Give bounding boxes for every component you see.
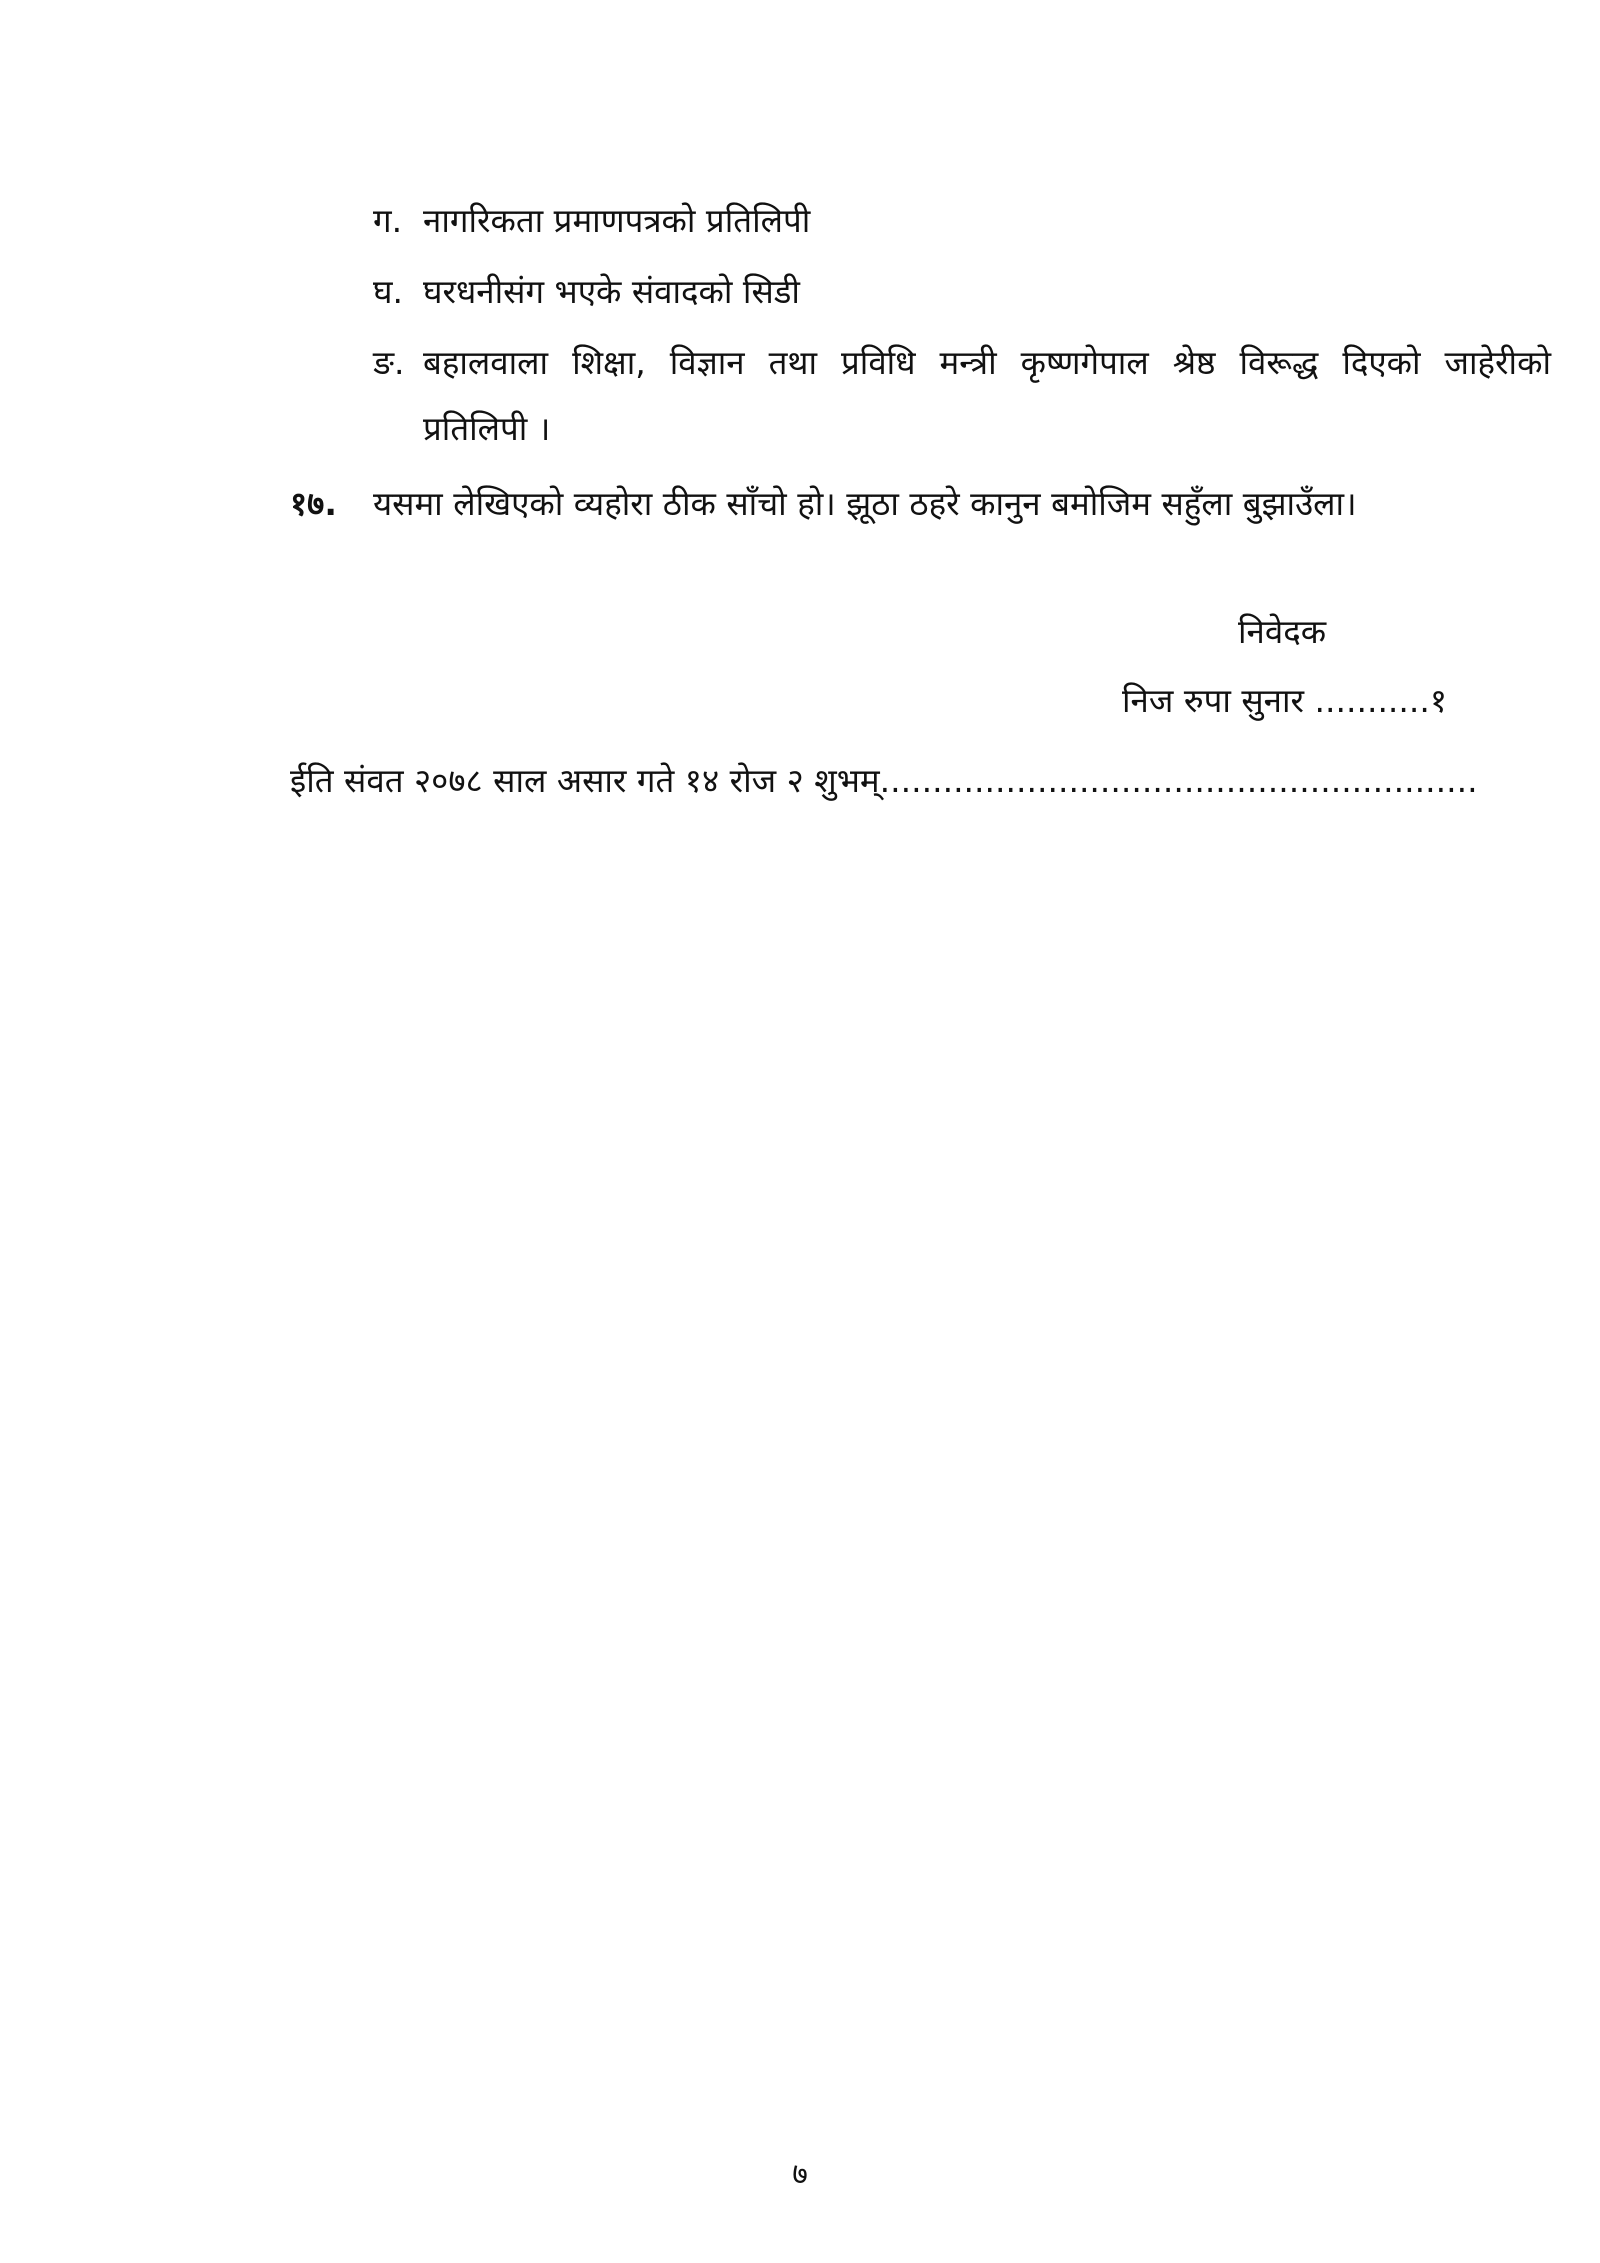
- page-number: ७: [792, 2157, 808, 2192]
- signature-title: निवेदक: [1238, 612, 1327, 651]
- attachment-ga-text: नागरिकता प्रमाणपत्रको प्रतिलिपी: [423, 201, 811, 240]
- attachment-marker-ga: ग.: [373, 201, 403, 240]
- attachment-nga-text-line2: प्रतिलिपी ।: [423, 409, 551, 448]
- signature-name: निज रुपा सुनार ...........१: [1122, 681, 1448, 720]
- attachment-marker-nga: ङ.: [373, 343, 405, 382]
- attachment-gha-text: घरधनीसंग भएके संवादको सिडी: [423, 272, 800, 311]
- attachment-marker-gha: घ.: [373, 272, 403, 311]
- attachment-nga-text-line1: बहालवाला शिक्षा, विज्ञान तथा प्रविधि मन्त्री कृष्णगेपाल श्रेष्ठ विरूद्ध दिएको जाहेरीको: [423, 343, 1551, 382]
- date-line: ईति संवत २०७८ साल असार गते १४ रोज २ शुभम्.........................................................: [290, 761, 1478, 800]
- declaration-text: यसमा लेखिएको व्यहोरा ठीक साँचो हो। झूठा ठहरे कानुन बमोजिम सहुँला बुझाउँला।: [373, 484, 1357, 523]
- declaration-number: १७.: [290, 484, 337, 523]
